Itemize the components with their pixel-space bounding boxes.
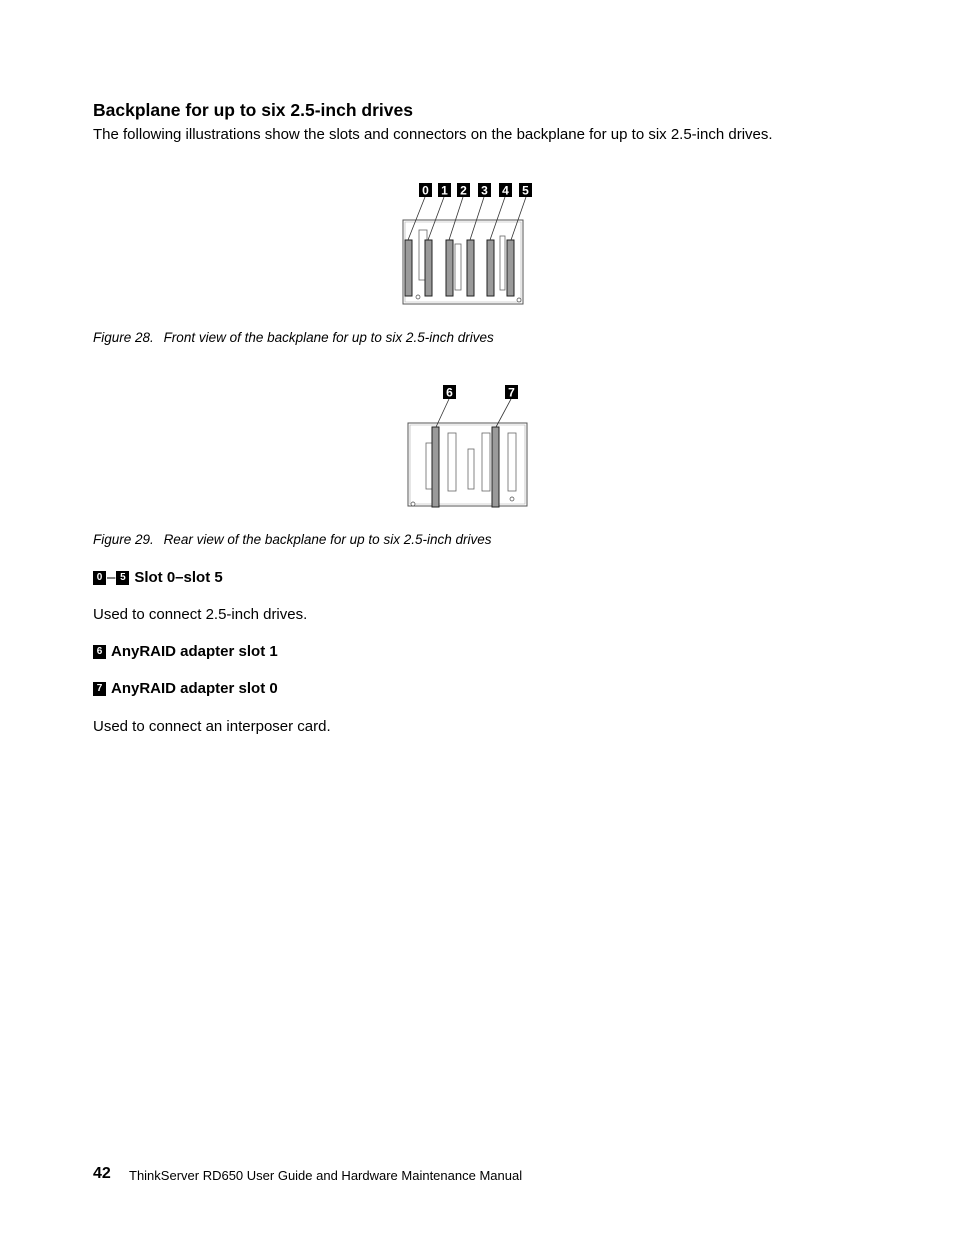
front-backplane-illustration: [395, 178, 540, 310]
svg-text:1: 1: [441, 183, 448, 198]
intro-paragraph: The following illustrations show the slots and connectors on the backplane for up to six 2.5-inch drives.: [93, 126, 773, 143]
figure-28-number: Figure 28.: [93, 330, 154, 345]
slot-0-5-title: Slot 0–slot 5: [134, 569, 223, 586]
badge-0: 0: [93, 571, 106, 585]
callout-0: [419, 183, 432, 198]
svg-text:2: 2: [460, 183, 467, 198]
page-number: 42: [93, 1165, 111, 1182]
callout-7: [505, 385, 518, 400]
anyraid-slot-0-title: AnyRAID adapter slot 0: [111, 680, 278, 697]
footer-title: ThinkServer RD650 User Guide and Hardware Maintenance Manual: [129, 1168, 523, 1183]
svg-text:4: 4: [502, 183, 509, 198]
callout-6: [443, 385, 456, 400]
badge-7: 7: [93, 682, 106, 696]
callout-2: [457, 183, 470, 198]
callout-4: [499, 183, 512, 198]
rear-backplane-illustration: [402, 381, 534, 513]
svg-text:5: 5: [522, 183, 529, 198]
slot-0-5-heading: [93, 569, 223, 586]
badge-6: 6: [93, 645, 106, 659]
anyraid-slot-1-title: AnyRAID adapter slot 1: [111, 643, 278, 660]
section-heading: Backplane for up to six 2.5-inch drives: [93, 100, 413, 120]
badge-5: 5: [116, 571, 129, 585]
slot-0-5-description: Used to connect 2.5-inch drives.: [93, 606, 308, 623]
svg-text:6: 6: [446, 385, 453, 400]
anyraid-slot-0-heading: [93, 680, 278, 697]
svg-text:7: 7: [508, 385, 515, 400]
figure-29-number: Figure 29.: [93, 532, 154, 547]
callout-5: [519, 183, 532, 198]
figure-28-text: Front view of the backplane for up to six 2.5-inch drives: [163, 330, 494, 345]
svg-text:0: 0: [422, 183, 429, 198]
figure-29-text: Rear view of the backplane for up to six 2.5-inch drives: [163, 532, 492, 547]
figure-29-caption: [93, 532, 491, 547]
callout-3: [478, 183, 491, 198]
anyraid-description: Used to connect an interposer card.: [93, 718, 331, 735]
figure-28-caption: [93, 330, 494, 345]
anyraid-slot-1-heading: [93, 643, 278, 660]
callout-1: [438, 183, 451, 198]
range-dash: –: [107, 569, 116, 586]
svg-text:3: 3: [481, 183, 488, 198]
